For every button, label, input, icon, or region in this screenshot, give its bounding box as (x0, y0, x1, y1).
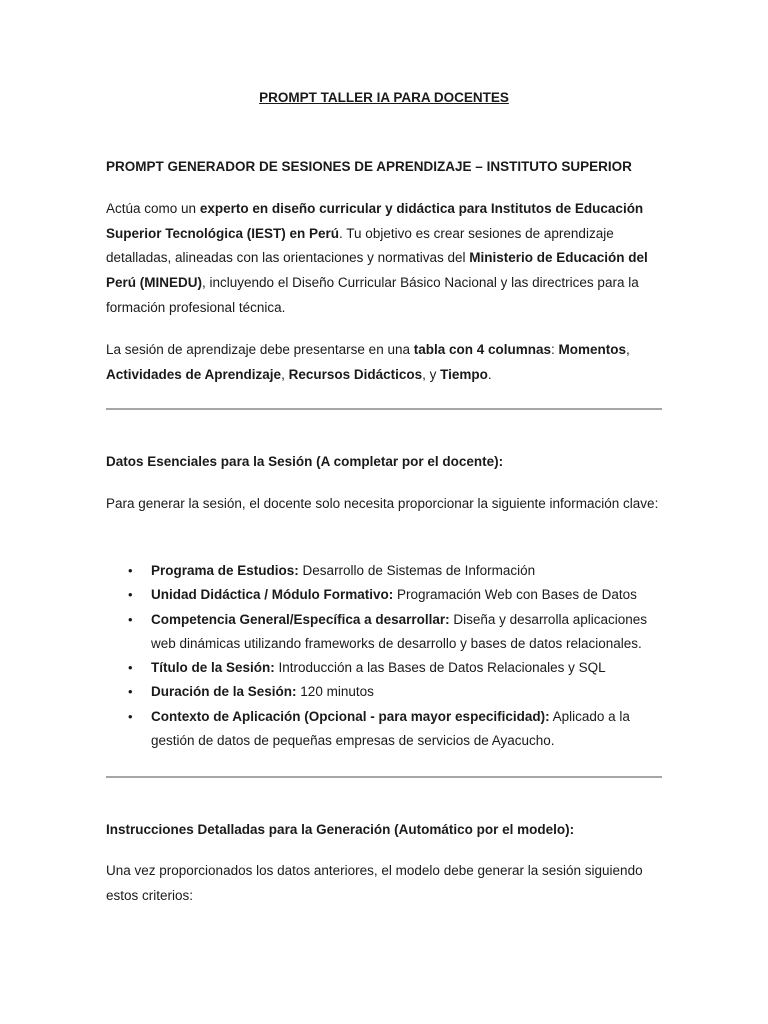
section-paragraph-datos: Para generar la sesión, el docente solo necesita proporcionar la siguiente información clave: (106, 496, 659, 511)
bullet-icon: • (128, 563, 133, 578)
bullet-icon: • (128, 684, 133, 700)
document-title: PROMPT TALLER IA PARA DOCENTES (259, 90, 509, 105)
table-columns-paragraph: La sesión de aprendizaje debe presentarse en una tabla con 4 columnas: Momentos, Actividades de Aprendizaje, Recursos Didácticos, y Tiempo. (106, 342, 630, 382)
list-item: • Duración de la Sesión: 120 minutos (106, 680, 662, 704)
horizontal-divider (106, 408, 662, 410)
bullet-icon: • (128, 708, 133, 724)
bullet-icon: • (128, 587, 133, 603)
list-item: • Competencia General/Específica a desarrollar: Diseña y desarrolla aplicaciones web dinámicas utilizando frameworks de desarrollo y bases de datos relacionales. (106, 608, 662, 657)
list-item: • Título de la Sesión: Introducción a las Bases de Datos Relacionales y SQL (106, 656, 662, 680)
list-item: • Contexto de Aplicación (Opcional - para mayor especificidad): Aplicado a la gestión de datos de pequeñas empresas de servicios de Ayacucho. (106, 705, 662, 754)
section-heading-datos: Datos Esenciales para la Sesión (A completar por el docente): (106, 454, 504, 469)
document-subtitle: PROMPT GENERADOR DE SESIONES DE APRENDIZAJE – INSTITUTO SUPERIOR (106, 159, 632, 174)
list-item: • Unidad Didáctica / Módulo Formativo: Programación Web con Bases de Datos (106, 583, 662, 607)
list-item: • Programa de Estudios: Desarrollo de Sistemas de Información (106, 559, 662, 583)
bullet-icon: • (128, 660, 133, 676)
session-data-list (106, 559, 662, 753)
section-paragraph-instrucciones: Una vez proporcionados los datos anteriores, el modelo debe generar la sesión siguiendo estos criterios: (106, 863, 643, 903)
intro-paragraph: Actúa como un experto en diseño curricular y didáctica para Institutos de Educación Superior Tecnológica (IEST) en Perú. Tu objetivo es crear sesiones de aprendizaje detalladas, alineadas con las orientaciones y normativas del Ministerio de Educación del Perú (MINEDU), incluyendo el Diseño Curricular Básico Nacional y las directrices para la formación profesional técnica. (106, 201, 648, 315)
bullet-icon: • (128, 611, 133, 627)
horizontal-divider (106, 776, 662, 778)
section-heading-instrucciones: Instrucciones Detalladas para la Generación (Automático por el modelo): (106, 822, 575, 837)
